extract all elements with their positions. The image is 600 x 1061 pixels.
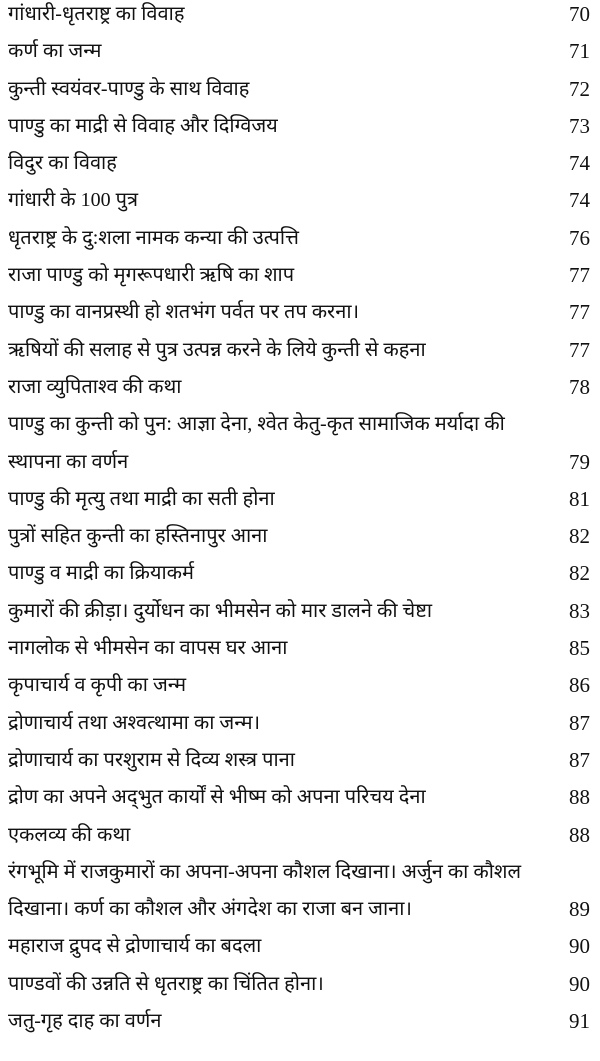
toc-entry-title: विदुर का विवाह (8, 152, 117, 175)
toc-page-number: 77 (569, 263, 590, 288)
toc-entry-line (0, 559, 600, 596)
toc-entry-line (0, 821, 600, 858)
toc-entry-title: रंगभूमि में राजकुमारों का अपना-अपना कौशल दिखाना। अर्जुन का कौशल (8, 860, 522, 883)
toc-entry (0, 485, 600, 522)
toc-entry (0, 149, 600, 186)
toc-entry-line (0, 783, 600, 820)
toc-entry-title: जतु-गृह दाह का वर्णन (8, 1010, 162, 1033)
toc-entry-line (0, 970, 600, 1007)
toc-entry (0, 0, 600, 37)
toc-entry-title: द्रोणाचार्य तथा अश्वत्थामा का जन्म। (8, 711, 261, 734)
toc-entry-title: राजा पाण्डु को मृगरूपधारी ऋषि का शाप (8, 264, 295, 287)
toc-entry-title: ऋषियों की सलाह से पुत्र उत्पन्न करने के लिये कुन्ती से कहना (8, 338, 426, 361)
toc-entry (0, 75, 600, 112)
toc-entry-line (0, 373, 600, 410)
toc-entry-line (0, 597, 600, 634)
toc-page-number: 85 (569, 636, 590, 661)
toc-entry (0, 746, 600, 783)
toc-page-number: 90 (569, 934, 590, 959)
toc-page-number: 77 (569, 337, 590, 362)
toc-entry-line (0, 75, 600, 112)
toc-entry-title: पाण्डु का वानप्रस्थी हो शतभंग पर्वत पर तप करना। (8, 301, 360, 324)
toc-entry (0, 671, 600, 708)
toc-entry-line (0, 448, 600, 485)
toc-entry-title: पाण्डु का माद्री से विवाह और दिग्विजय (8, 114, 278, 137)
toc-entry-title: गांधारी-धृतराष्ट्र का विवाह (8, 3, 185, 25)
toc-entry-title: पुत्रों सहित कुन्ती का हस्तिनापुर आना (8, 525, 268, 548)
toc-page-number: 79 (569, 449, 590, 474)
toc-entry (0, 932, 600, 969)
toc-entry-line (0, 1007, 600, 1044)
toc-entry (0, 858, 600, 933)
toc-entry-title: पाण्डु की मृत्यु तथा माद्री का सती होना (8, 487, 275, 510)
toc-page-number: 72 (569, 76, 590, 101)
toc-entry (0, 112, 600, 149)
toc-entry (0, 970, 600, 1007)
toc-entry-title: कर्ण का जन्म (8, 40, 102, 63)
toc-entry-title: महाराज द्रुपद से द्रोणाचार्य का बदला (8, 935, 262, 958)
toc-entry (0, 37, 600, 74)
toc-page-number: 91 (569, 1009, 590, 1034)
toc-entry (0, 373, 600, 410)
toc-entry (0, 597, 600, 634)
toc-entry (0, 336, 600, 373)
toc-entry (0, 186, 600, 223)
toc-entry (0, 559, 600, 596)
toc-page-number: 83 (569, 598, 590, 623)
toc-page-number: 78 (569, 374, 590, 399)
toc-page-number: 87 (569, 747, 590, 772)
toc-entry-line (0, 0, 600, 37)
toc-entry-title: पाण्डु व माद्री का क्रियाकर्म (8, 562, 194, 585)
toc-page-number: 88 (569, 822, 590, 847)
toc-page-number: 82 (569, 561, 590, 586)
toc-entry (0, 783, 600, 820)
toc-entry (0, 1007, 600, 1044)
toc-entry-line (0, 112, 600, 149)
toc-entry-line (0, 932, 600, 969)
toc-entry (0, 261, 600, 298)
toc-entry-title: कुन्ती स्वयंवर-पाण्डु के साथ विवाह (8, 77, 250, 100)
toc-entry (0, 410, 600, 485)
toc-entry-title: नागलोक से भीमसेन का वापस घर आना (8, 637, 288, 660)
toc-entry-line (0, 522, 600, 559)
toc-entry-line (0, 410, 600, 447)
toc-page-number: 87 (569, 710, 590, 735)
toc-page-number: 73 (569, 113, 590, 138)
toc-entry-title: द्रोण का अपने अद्‌भुत कार्यों से भीष्म को अपना परिचय देना (8, 786, 426, 809)
toc-entry-line (0, 224, 600, 261)
toc-entry-line (0, 261, 600, 298)
toc-entry (0, 224, 600, 261)
toc-entry-title: दिखाना। कर्ण का कौशल और अंगदेश का राजा बन जाना। (8, 898, 412, 921)
toc-entry-title: गांधारी के 100 पुत्र (8, 189, 139, 212)
toc-page-number: 90 (569, 971, 590, 996)
toc-page-number: 74 (569, 151, 590, 176)
toc-entry-title: धृतराष्ट्र के दु:शला नामक कन्या की उत्पत्ति (8, 226, 299, 249)
toc-entry-title: राजा व्युपिताश्व की कथा (8, 375, 182, 398)
toc-page-number: 74 (569, 188, 590, 213)
toc-entry (0, 634, 600, 671)
toc-entry-line (0, 186, 600, 223)
toc-entry-title: कृपाचार्य व कृपी का जन्म (8, 674, 187, 697)
toc-entry-title: पाण्डवों की उन्नति से धृतराष्ट्र का चिंतित होना। (8, 972, 324, 995)
toc-entry-line (0, 149, 600, 186)
toc-entry-line (0, 634, 600, 671)
toc-page-number: 76 (569, 225, 590, 250)
toc-entry-line (0, 895, 600, 932)
toc-entry-line (0, 858, 600, 895)
toc-entry-title: कुमारों की क्रीड़ा। दुर्योधन का भीमसेन को मार डालने की चेष्टा (8, 599, 433, 622)
toc-page-number: 70 (569, 2, 590, 26)
toc-page-number: 88 (569, 785, 590, 810)
toc-entry-line (0, 298, 600, 335)
toc-entry-line (0, 709, 600, 746)
toc-page-number: 89 (569, 897, 590, 922)
toc-entry-line (0, 336, 600, 373)
toc-entry-title: स्थापना का वर्णन (8, 450, 129, 473)
toc-entry-line (0, 485, 600, 522)
toc-entry-title: द्रोणाचार्य का परशुराम से दिव्य शस्त्र पाना (8, 748, 295, 771)
toc-page-number: 81 (569, 486, 590, 511)
toc-entry (0, 821, 600, 858)
toc-entry-title: पाण्डु का कुन्ती को पुन: आज्ञा देना, श्वेत केतु-कृत सामाजिक मर्यादा की (8, 413, 505, 436)
toc-entry-line (0, 746, 600, 783)
toc-entry-line (0, 37, 600, 74)
toc-page-number: 82 (569, 524, 590, 549)
toc-entry (0, 709, 600, 746)
toc-entry-title: एकलव्य की कथा (8, 823, 131, 846)
toc-page-number: 86 (569, 673, 590, 698)
toc-entry (0, 522, 600, 559)
toc-page-number: 71 (569, 39, 590, 64)
toc-page-number: 77 (569, 300, 590, 325)
toc-entry (0, 298, 600, 335)
toc-entry-line (0, 671, 600, 708)
